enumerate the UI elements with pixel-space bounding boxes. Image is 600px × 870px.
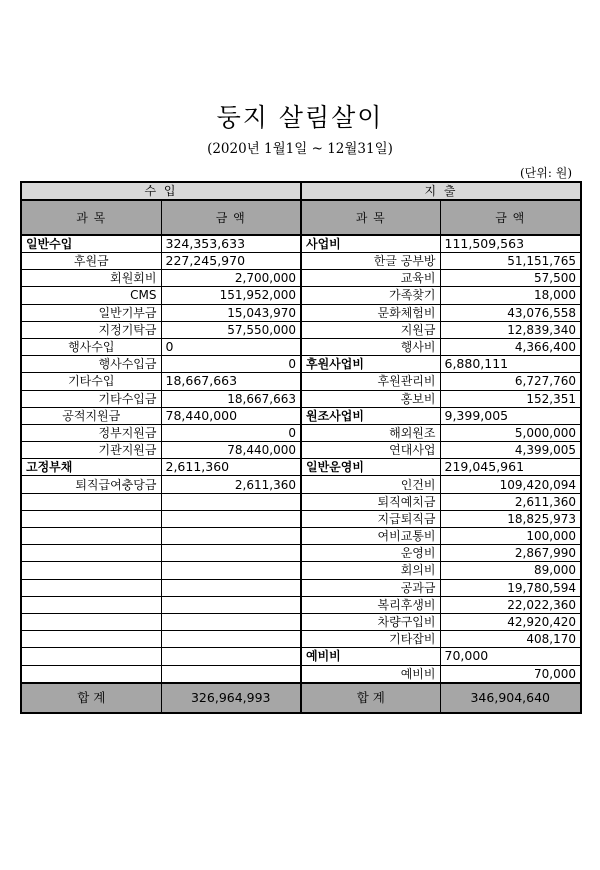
expense-item-label: 차량구입비 bbox=[301, 613, 440, 630]
expense-item-label: 인건비 bbox=[301, 476, 440, 493]
income-total-amount: 326,964,993 bbox=[161, 683, 301, 713]
income-item-label: 기타수입금 bbox=[21, 390, 161, 407]
expense-item-label: 예비비 bbox=[301, 648, 440, 665]
income-empty-cell bbox=[161, 613, 301, 630]
income-section-header: 수 입 bbox=[21, 182, 301, 200]
income-item-label: 회원회비 bbox=[21, 270, 161, 287]
expense-item-amount: 152,351 bbox=[440, 390, 581, 407]
income-item-amount: 151,952,000 bbox=[161, 287, 301, 304]
income-empty-cell bbox=[21, 562, 161, 579]
expense-item-amount: 9,399,005 bbox=[440, 407, 581, 424]
expense-item-amount: 100,000 bbox=[440, 528, 581, 545]
section-header-row bbox=[21, 182, 581, 200]
totals-row bbox=[21, 683, 581, 713]
expense-item-amount: 18,825,973 bbox=[440, 510, 581, 527]
income-item-amount: 2,611,360 bbox=[161, 459, 301, 476]
income-empty-cell bbox=[21, 493, 161, 510]
expense-item-label: 지원금 bbox=[301, 321, 440, 338]
table-row bbox=[21, 287, 581, 304]
table-row bbox=[21, 459, 581, 476]
expense-item-amount: 12,839,340 bbox=[440, 321, 581, 338]
table-row bbox=[21, 356, 581, 373]
expense-item-label: 공과금 bbox=[301, 579, 440, 596]
income-item-amount: 57,550,000 bbox=[161, 321, 301, 338]
table-row bbox=[21, 579, 581, 596]
table-row bbox=[21, 442, 581, 459]
expense-item-label: 후원사업비 bbox=[301, 356, 440, 373]
income-item-label: 고정부채 bbox=[21, 459, 161, 476]
income-item-header: 과 목 bbox=[21, 200, 161, 235]
table-row bbox=[21, 253, 581, 270]
income-item-label: CMS bbox=[21, 287, 161, 304]
income-empty-cell bbox=[161, 648, 301, 665]
income-item-amount: 0 bbox=[161, 356, 301, 373]
expense-item-label: 사업비 bbox=[301, 235, 440, 253]
expense-total-amount: 346,904,640 bbox=[440, 683, 581, 713]
income-expense-table bbox=[20, 181, 582, 714]
expense-item-label: 후원관리비 bbox=[301, 373, 440, 390]
expense-item-label: 여비교통비 bbox=[301, 528, 440, 545]
income-item-label: 기타수입 bbox=[21, 373, 161, 390]
expense-item-label: 문화체험비 bbox=[301, 304, 440, 321]
period-subtitle: (2020년 1월1일 ~ 12월31일) bbox=[207, 141, 393, 157]
expense-item-label: 해외원조 bbox=[301, 424, 440, 441]
expense-item-label: 운영비 bbox=[301, 545, 440, 562]
income-amount-header: 금 액 bbox=[161, 200, 301, 235]
income-item-amount: 0 bbox=[161, 424, 301, 441]
income-item-label: 기관지원금 bbox=[21, 442, 161, 459]
income-empty-cell bbox=[21, 528, 161, 545]
expense-total-label: 합 계 bbox=[301, 683, 440, 713]
table-row bbox=[21, 373, 581, 390]
expense-item-amount: 19,780,594 bbox=[440, 579, 581, 596]
income-item-amount: 15,043,970 bbox=[161, 304, 301, 321]
table-row bbox=[21, 631, 581, 648]
expense-item-label: 기타잡비 bbox=[301, 631, 440, 648]
expense-item-amount: 219,045,961 bbox=[440, 459, 581, 476]
income-empty-cell bbox=[161, 579, 301, 596]
income-empty-cell bbox=[161, 665, 301, 683]
expense-item-amount: 43,076,558 bbox=[440, 304, 581, 321]
income-item-label: 공적지원금 bbox=[21, 407, 161, 424]
income-item-amount: 227,245,970 bbox=[161, 253, 301, 270]
expense-item-label: 예비비 bbox=[301, 665, 440, 683]
expense-item-amount: 6,880,111 bbox=[440, 356, 581, 373]
table-row bbox=[21, 613, 581, 630]
table-row bbox=[21, 390, 581, 407]
expense-item-amount: 51,151,765 bbox=[440, 253, 581, 270]
income-empty-cell bbox=[161, 510, 301, 527]
income-item-label: 정부지원금 bbox=[21, 424, 161, 441]
expense-item-label: 지급퇴직금 bbox=[301, 510, 440, 527]
income-item-label: 후원금 bbox=[21, 253, 161, 270]
income-empty-cell bbox=[161, 528, 301, 545]
income-empty-cell bbox=[21, 596, 161, 613]
table-row bbox=[21, 424, 581, 441]
expense-item-label: 행사비 bbox=[301, 338, 440, 355]
income-item-amount: 324,353,633 bbox=[161, 235, 301, 253]
expense-item-amount: 70,000 bbox=[440, 648, 581, 665]
table-row bbox=[21, 270, 581, 287]
expense-item-label: 가족찾기 bbox=[301, 287, 440, 304]
income-item-amount: 18,667,663 bbox=[161, 373, 301, 390]
income-empty-cell bbox=[161, 545, 301, 562]
income-empty-cell bbox=[21, 631, 161, 648]
expense-item-label: 원조사업비 bbox=[301, 407, 440, 424]
income-empty-cell bbox=[21, 648, 161, 665]
unit-note: (단위: 원) bbox=[520, 166, 572, 180]
income-item-amount: 0 bbox=[161, 338, 301, 355]
expense-item-amount: 4,399,005 bbox=[440, 442, 581, 459]
income-item-amount: 2,611,360 bbox=[161, 476, 301, 493]
table-row bbox=[21, 493, 581, 510]
expense-section-header: 지 출 bbox=[301, 182, 581, 200]
column-header-row bbox=[21, 200, 581, 235]
expense-item-header: 과 목 bbox=[301, 200, 440, 235]
table-row bbox=[21, 304, 581, 321]
income-item-amount: 78,440,000 bbox=[161, 407, 301, 424]
expense-item-label: 일반운영비 bbox=[301, 459, 440, 476]
table-row bbox=[21, 562, 581, 579]
table-row bbox=[21, 596, 581, 613]
income-item-label: 지정기탁금 bbox=[21, 321, 161, 338]
income-item-amount: 18,667,663 bbox=[161, 390, 301, 407]
income-item-label: 퇴직급여충당금 bbox=[21, 476, 161, 493]
expense-item-amount: 111,509,563 bbox=[440, 235, 581, 253]
income-empty-cell bbox=[21, 579, 161, 596]
income-empty-cell bbox=[21, 613, 161, 630]
income-item-label: 일반기부금 bbox=[21, 304, 161, 321]
income-empty-cell bbox=[161, 631, 301, 648]
expense-item-label: 한글 공부방 bbox=[301, 253, 440, 270]
income-empty-cell bbox=[161, 562, 301, 579]
expense-item-amount: 408,170 bbox=[440, 631, 581, 648]
income-item-amount: 2,700,000 bbox=[161, 270, 301, 287]
table-row bbox=[21, 665, 581, 683]
expense-item-amount: 18,000 bbox=[440, 287, 581, 304]
expense-amount-header: 금 액 bbox=[440, 200, 581, 235]
income-empty-cell bbox=[21, 665, 161, 683]
expense-item-amount: 42,920,420 bbox=[440, 613, 581, 630]
expense-item-label: 홍보비 bbox=[301, 390, 440, 407]
income-item-label: 일반수입 bbox=[21, 235, 161, 253]
expense-item-amount: 57,500 bbox=[440, 270, 581, 287]
income-empty-cell bbox=[161, 493, 301, 510]
table-row bbox=[21, 545, 581, 562]
expense-item-label: 교육비 bbox=[301, 270, 440, 287]
table-row bbox=[21, 235, 581, 253]
expense-item-amount: 22,022,360 bbox=[440, 596, 581, 613]
expense-item-label: 퇴직예치금 bbox=[301, 493, 440, 510]
table-row bbox=[21, 338, 581, 355]
expense-item-amount: 89,000 bbox=[440, 562, 581, 579]
table-row bbox=[21, 528, 581, 545]
table-row bbox=[21, 407, 581, 424]
income-empty-cell bbox=[21, 545, 161, 562]
income-total-label: 합 계 bbox=[21, 683, 161, 713]
expense-item-amount: 4,366,400 bbox=[440, 338, 581, 355]
expense-item-label: 연대사업 bbox=[301, 442, 440, 459]
income-empty-cell bbox=[21, 510, 161, 527]
expense-item-amount: 109,420,094 bbox=[440, 476, 581, 493]
expense-item-label: 회의비 bbox=[301, 562, 440, 579]
expense-item-label: 복리후생비 bbox=[301, 596, 440, 613]
income-item-label: 행사수입 bbox=[21, 338, 161, 355]
expense-item-amount: 5,000,000 bbox=[440, 424, 581, 441]
table-row bbox=[21, 321, 581, 338]
table-row bbox=[21, 510, 581, 527]
table-row bbox=[21, 476, 581, 493]
expense-item-amount: 6,727,760 bbox=[440, 373, 581, 390]
income-item-amount: 78,440,000 bbox=[161, 442, 301, 459]
income-empty-cell bbox=[161, 596, 301, 613]
expense-item-amount: 70,000 bbox=[440, 665, 581, 683]
table-row bbox=[21, 648, 581, 665]
document-title: 둥지 살림살이 bbox=[216, 103, 384, 132]
income-item-label: 행사수입금 bbox=[21, 356, 161, 373]
expense-item-amount: 2,611,360 bbox=[440, 493, 581, 510]
expense-item-amount: 2,867,990 bbox=[440, 545, 581, 562]
